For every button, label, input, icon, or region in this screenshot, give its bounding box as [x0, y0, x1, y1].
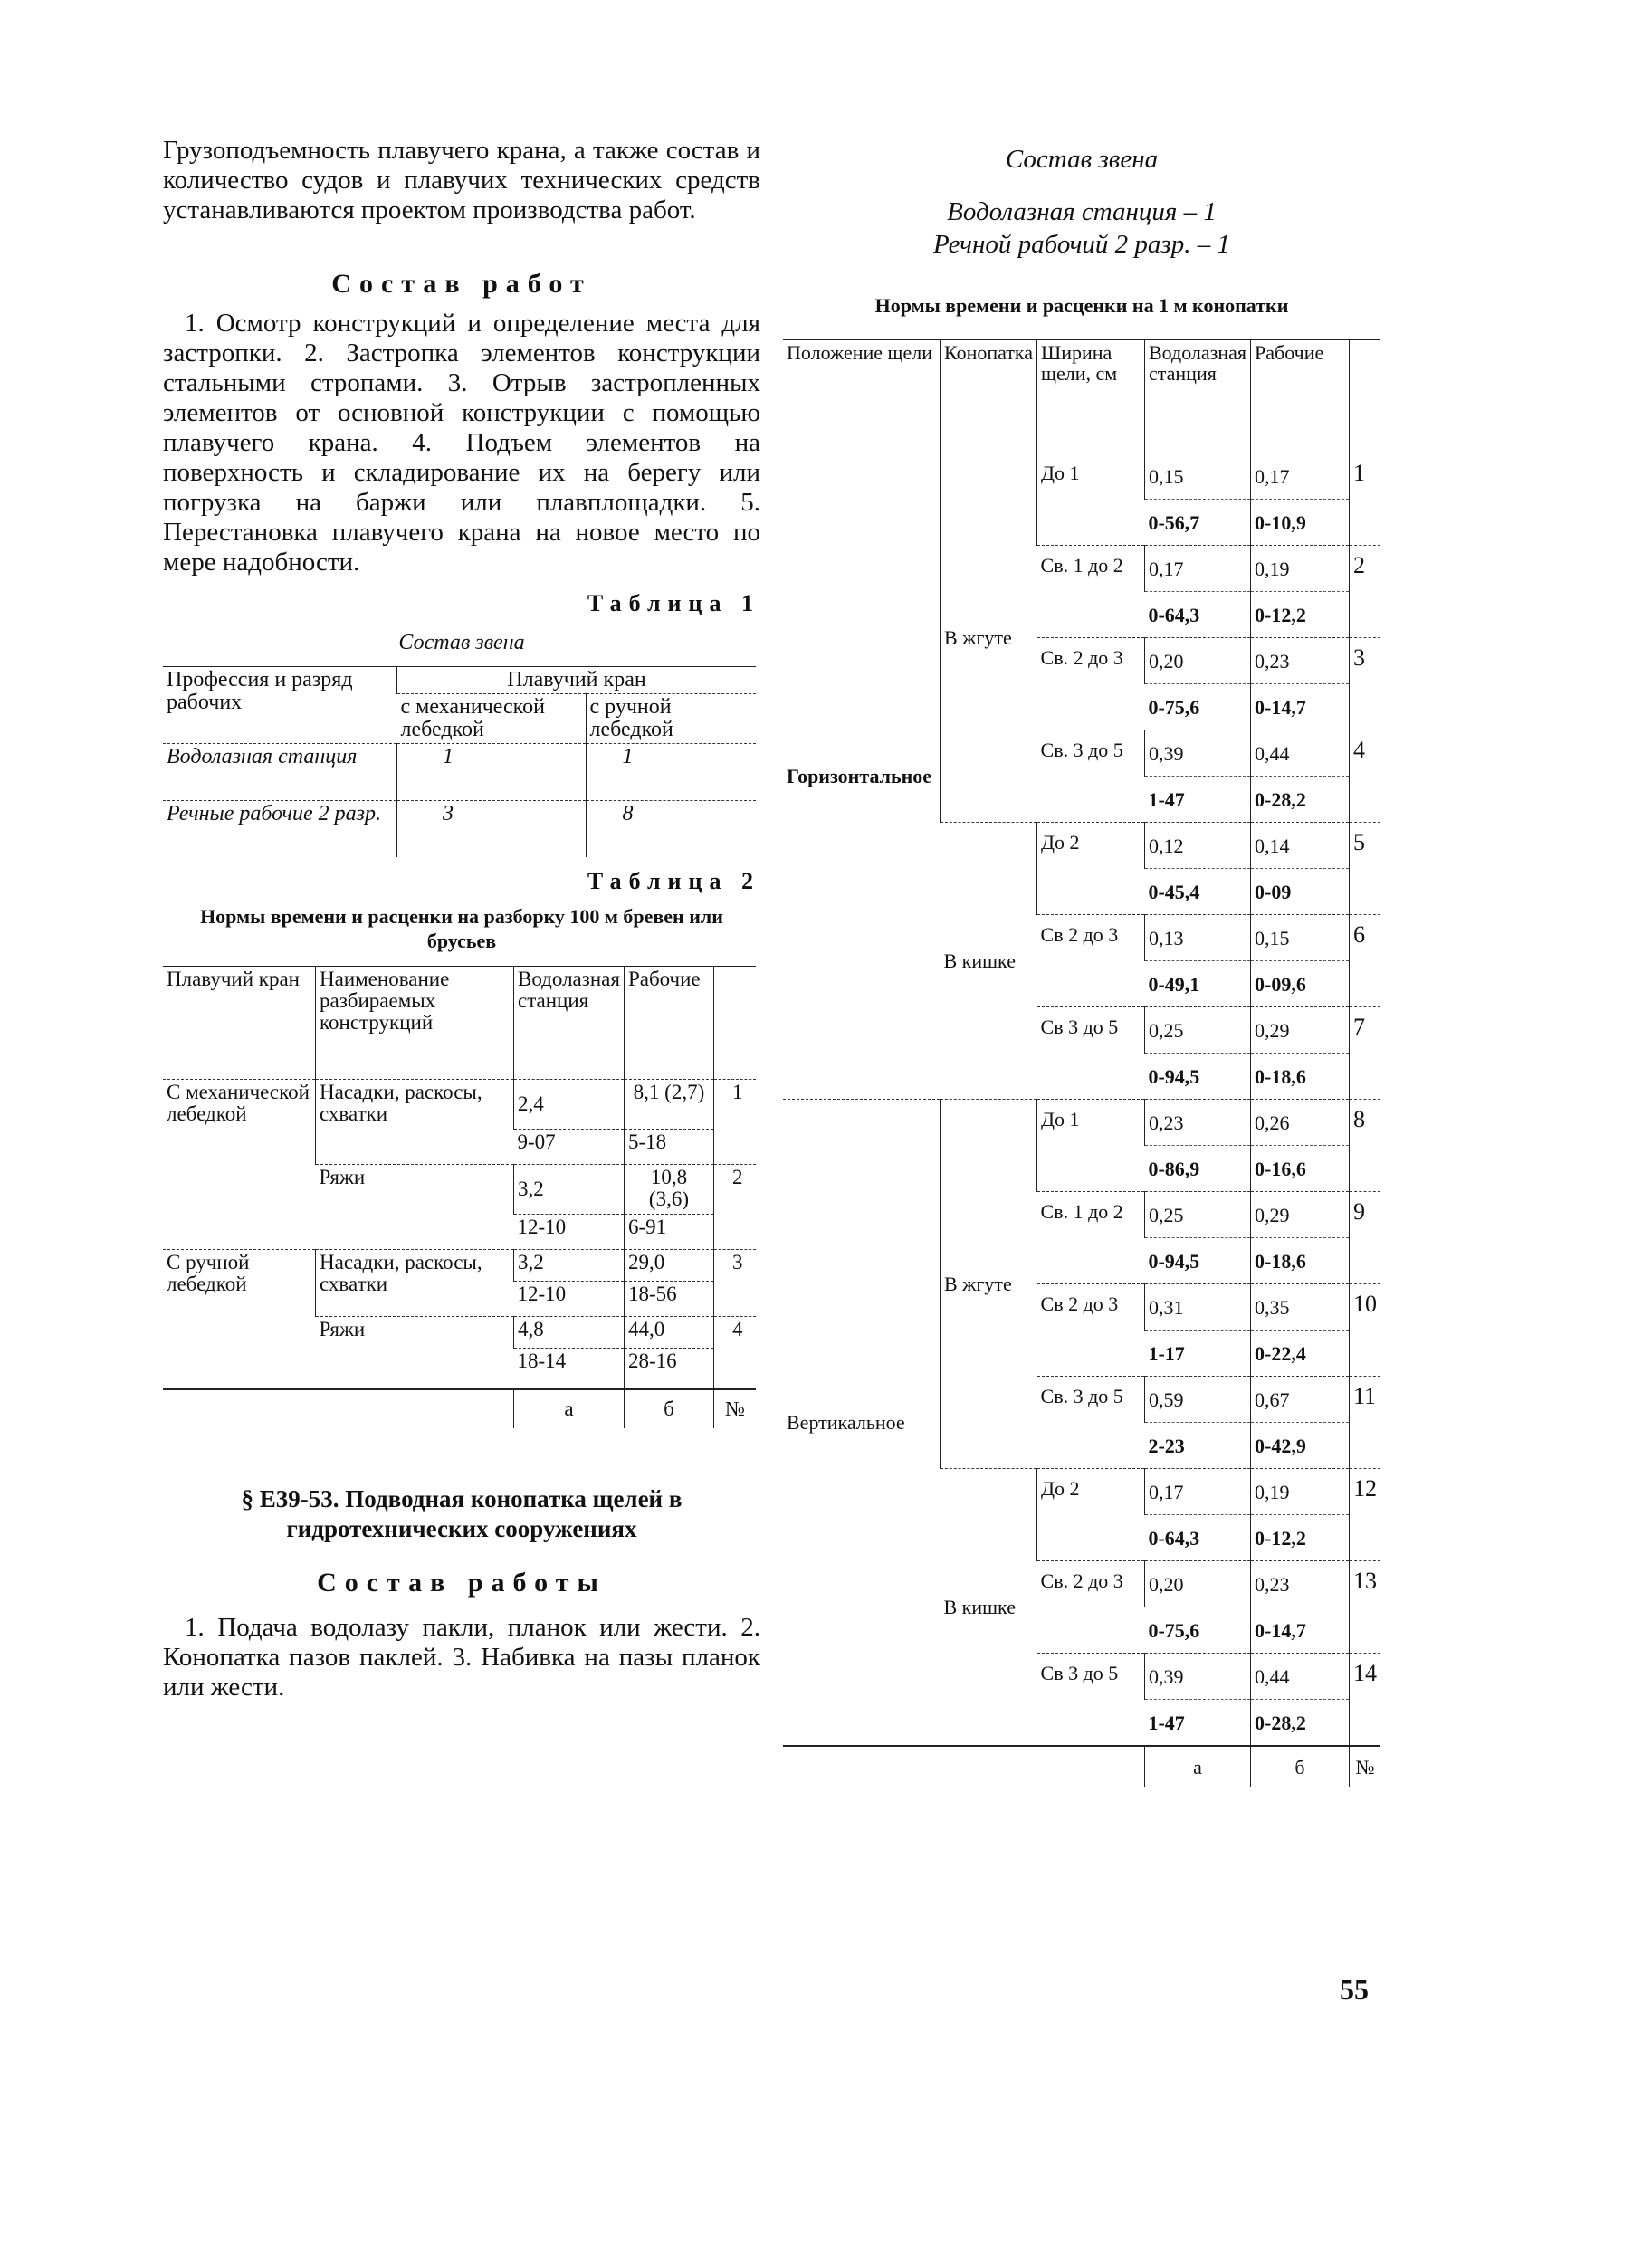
t2-row4-workers-price: 28-16: [624, 1349, 713, 1390]
t3-width: До 1: [1037, 1100, 1145, 1192]
t3-diver-norm: 0,59: [1144, 1377, 1250, 1423]
t3-width: Св. 2 до 3: [1037, 1561, 1145, 1654]
t3-row-num: 11: [1350, 1377, 1381, 1469]
t3-width: Св 3 до 5: [1037, 1654, 1145, 1747]
t3-diver-norm: 0,23: [1144, 1100, 1250, 1146]
t3-workers-price: 0-18,6: [1251, 1054, 1350, 1100]
t3-diver-price: 2-23: [1144, 1423, 1250, 1469]
t2-group-manual: С ручной лебедкой: [163, 1250, 316, 1390]
t2-row2-workers: 10,8 (3,6): [624, 1165, 713, 1215]
t3-caulk-roll: В кишке: [940, 823, 1036, 1100]
t2-row2-num: 2: [713, 1165, 756, 1250]
t3-workers-norm: 0,23: [1251, 638, 1350, 684]
t3-footer-a: а: [1144, 1746, 1250, 1787]
t2-footer-num: №: [713, 1389, 756, 1428]
t3-width: Св. 1 до 2: [1037, 546, 1145, 638]
t3-row-num: 5: [1350, 823, 1381, 915]
t3-workers-norm: 0,17: [1251, 453, 1350, 500]
t3-width: Св. 2 до 3: [1037, 638, 1145, 730]
t3-diver-norm: 0,20: [1144, 1561, 1250, 1607]
t3-diver-price: 0-45,4: [1144, 869, 1250, 915]
t3-workers-price: 0-28,2: [1251, 777, 1350, 823]
t3-diver-price: 1-17: [1144, 1331, 1250, 1377]
t2-header-diver: Водолазная станция: [514, 967, 625, 1080]
t2-row4-diver-price: 18-14: [517, 1350, 567, 1372]
t3-width: Св. 3 до 5: [1037, 730, 1145, 823]
t3-diver-price: 0-86,9: [1144, 1146, 1250, 1192]
t3-row-num: 12: [1350, 1469, 1381, 1561]
t3-workers-price: 0-18,6: [1251, 1238, 1350, 1284]
t2-row3-name: Насадки, раскосы, схватки: [316, 1250, 514, 1317]
t3-row-num: 6: [1350, 915, 1381, 1007]
t3-workers-price: 0-14,7: [1251, 1607, 1350, 1654]
t2-row2-diver: 3,2: [514, 1165, 625, 1215]
left-column: [163, 136, 760, 1703]
row-workers-name: Речные рабочие 2 разр.: [167, 802, 381, 825]
t2-row1-diver: 2,4: [514, 1080, 625, 1130]
t3-width: Св. 1 до 2: [1037, 1192, 1145, 1284]
t3-diver-price: 0-75,6: [1144, 1607, 1250, 1654]
t3-workers-norm: 0,35: [1251, 1284, 1350, 1331]
t3-workers-norm: 0,44: [1251, 730, 1350, 777]
t3-diver-norm: 0,25: [1144, 1007, 1250, 1054]
t3-caulk-flat: В жгуте: [940, 453, 1036, 823]
t2-row1-num: 1: [713, 1080, 756, 1165]
t3-diver-price: 1-47: [1144, 777, 1250, 823]
t3-row-num: 14: [1350, 1654, 1381, 1747]
t2-group-mech: С механической лебедкой: [167, 1081, 310, 1125]
header-profession: Профессия и разряд рабочих: [163, 667, 397, 744]
row-workers-mech: 3: [397, 801, 587, 858]
t3-width: Св 2 до 3: [1037, 1284, 1145, 1377]
t2-footer-a: а: [514, 1389, 625, 1428]
t3-workers-norm: 0,44: [1251, 1654, 1350, 1700]
t3-workers-price: 0-10,9: [1251, 500, 1350, 546]
team-line-2: Речной рабочий 2 разр. – 1: [933, 230, 1230, 259]
t3-caulk-roll: В кишке: [940, 1469, 1036, 1747]
t3-row-num: 9: [1350, 1192, 1381, 1284]
t3-width: До 1: [1037, 453, 1145, 546]
t3-workers-norm: 0,19: [1251, 1469, 1350, 1515]
t2-header-crane: Плавучий кран: [163, 967, 316, 1080]
table1-caption: Состав звена: [398, 631, 525, 654]
t3-header-diver: Водолазная станция: [1144, 340, 1250, 453]
table1-label: Таблица 1: [587, 590, 760, 616]
table2-label: Таблица 2: [587, 868, 760, 894]
works-paragraph: 1. Осмотр конструкций и определение места для застропки. 2. Застропка элементов конструкции стальными стропами. 3. Отрыв застропленных элементов от основной конструкции с помощью плавучего крана. 4. Подъем элементов на поверхность и складирование их на берегу или погрузка на баржи или плавплощадки. 5. Перестановка плавучего крана на новое место по мере надобности.: [163, 309, 760, 577]
caulking-table: [783, 339, 1380, 1787]
t3-workers-price: 0-42,9: [1251, 1423, 1350, 1469]
t3-footer-b: б: [1251, 1746, 1350, 1787]
t3-diver-norm: 0,12: [1144, 823, 1250, 869]
t3-row-num: 2: [1350, 546, 1381, 638]
row-workers-manual: 8: [586, 801, 756, 858]
t2-row4-name: Ряжи: [316, 1317, 514, 1390]
page-number: 55: [1340, 1973, 1369, 2006]
header-manual: с ручной лебедкой: [586, 694, 756, 744]
t2-row2-workers-price: 6-91: [624, 1215, 713, 1250]
t3-caulk-flat: В жгуте: [940, 1100, 1036, 1469]
section-title: § Е39-53. Подводная конопатка щелей в гидротехнических сооружениях: [241, 1485, 683, 1542]
table2-caption: Нормы времени и расценки на разборку 100 м бревен или брусьев: [200, 905, 723, 952]
t3-diver-norm: 0,39: [1144, 730, 1250, 777]
t2-row1-name: Насадки, раскосы, схватки: [316, 1080, 514, 1165]
t3-diver-norm: 0,17: [1144, 546, 1250, 592]
t3-workers-norm: 0,29: [1251, 1007, 1350, 1054]
header-mech: с механической лебедкой: [397, 694, 587, 744]
t3-row-num: 10: [1350, 1284, 1381, 1377]
t3-workers-norm: 0,14: [1251, 823, 1350, 869]
t3-diver-price: 0-64,3: [1144, 1515, 1250, 1561]
t3-header-width: Ширина щели, см: [1037, 340, 1145, 453]
t2-header-num: [713, 967, 756, 1080]
t3-row-num: 1: [1350, 453, 1381, 546]
row-diver-mech: 1: [397, 744, 587, 801]
t3-workers-norm: 0,19: [1251, 546, 1350, 592]
t3-row-num: 8: [1350, 1100, 1381, 1192]
t3-diver-price: 0-49,1: [1144, 961, 1250, 1007]
t3-diver-norm: 0,25: [1144, 1192, 1250, 1238]
t2-row3-workers-price: 18-56: [624, 1282, 713, 1317]
row-diver-name: Водолазная станция: [163, 744, 397, 801]
dismantling-table: [163, 966, 756, 1428]
t3-row-num: 4: [1350, 730, 1381, 823]
t3-workers-price: 0-09,6: [1251, 961, 1350, 1007]
t2-row3-diver: 3,2: [514, 1250, 625, 1282]
right-column: [783, 136, 1380, 1787]
t3-workers-price: 0-22,4: [1251, 1331, 1350, 1377]
t3-diver-price: 0-94,5: [1144, 1238, 1250, 1284]
t2-row2-name: Ряжи: [316, 1165, 514, 1250]
t3-diver-price: 0-56,7: [1144, 500, 1250, 546]
team-line-1: Водолазная станция – 1: [947, 197, 1217, 226]
t3-row-num: 7: [1350, 1007, 1381, 1100]
t3-position-vertical: Вертикальное: [783, 1100, 940, 1747]
t3-diver-norm: 0,39: [1144, 1654, 1250, 1700]
t3-width: До 2: [1037, 823, 1145, 915]
t3-diver-norm: 0,17: [1144, 1469, 1250, 1515]
t3-workers-price: 0-28,2: [1251, 1700, 1350, 1747]
t3-diver-price: 0-94,5: [1144, 1054, 1250, 1100]
t2-footer-b: б: [624, 1389, 713, 1428]
t3-workers-price: 0-14,7: [1251, 684, 1350, 730]
t3-header-position: Положение щели: [783, 340, 940, 453]
t3-workers-norm: 0,26: [1251, 1100, 1350, 1146]
work-paragraph: 1. Подача водолазу пакли, планок или жести. 2. Конопатка пазов паклей. 3. Набивка на пазы планок или жести.: [163, 1613, 760, 1702]
t3-workers-price: 0-12,2: [1251, 1515, 1350, 1561]
t3-width: До 2: [1037, 1469, 1145, 1561]
t2-row1-diver-price: 9-07: [517, 1130, 556, 1153]
t3-width: Св 3 до 5: [1037, 1007, 1145, 1100]
t3-header-caulk: Конопатка: [940, 340, 1036, 453]
t3-workers-price: 0-12,2: [1251, 592, 1350, 638]
t3-workers-norm: 0,15: [1251, 915, 1350, 961]
works-heading: Состав работ: [331, 269, 592, 299]
t3-workers-norm: 0,29: [1251, 1192, 1350, 1238]
t3-row-num: 3: [1350, 638, 1381, 730]
t3-header-num: [1350, 340, 1381, 453]
t3-diver-price: 1-47: [1144, 1700, 1250, 1747]
t3-position-horizontal: Горизонтальное: [787, 765, 932, 787]
t2-row4-diver: 4,8: [514, 1317, 625, 1349]
team-heading: Состав звена: [1005, 145, 1159, 174]
t3-footer-num: №: [1350, 1746, 1381, 1787]
work-heading: Состав работы: [317, 1568, 606, 1598]
row-diver-manual: 1: [586, 744, 756, 801]
t2-header-name: Наименование разбираемых конструкций: [316, 967, 514, 1080]
t3-workers-norm: 0,23: [1251, 1561, 1350, 1607]
t3-workers-price: 0-16,6: [1251, 1146, 1350, 1192]
t2-row4-workers: 44,0: [624, 1317, 713, 1349]
t3-diver-norm: 0,13: [1144, 915, 1250, 961]
t2-row4-num: 4: [713, 1317, 756, 1390]
t2-row1-workers: 8,1 (2,7): [624, 1080, 713, 1130]
t3-width: Св. 3 до 5: [1037, 1377, 1145, 1469]
t3-workers-norm: 0,67: [1251, 1377, 1350, 1423]
t3-diver-price: 0-64,3: [1144, 592, 1250, 638]
intro-paragraph: Грузоподъемность плавучего крана, а также состав и количество судов и плавучих технических средств устанавливаются проектом производства работ.: [163, 136, 760, 224]
header-crane: Плавучий кран: [397, 667, 757, 694]
t3-diver-price: 0-75,6: [1144, 684, 1250, 730]
t2-row3-num: 3: [713, 1250, 756, 1317]
t2-row1-workers-price: 5-18: [624, 1130, 713, 1165]
t3-row-num: 13: [1350, 1561, 1381, 1654]
t3-width: Св 2 до 3: [1037, 915, 1145, 1007]
t2-row3-diver-price: 12-10: [517, 1283, 567, 1305]
t2-row3-workers: 29,0: [624, 1250, 713, 1282]
caulking-table-caption: Нормы времени и расценки на 1 м конопатки: [874, 294, 1289, 317]
t3-diver-norm: 0,15: [1144, 453, 1250, 500]
crew-table: [163, 666, 756, 857]
t2-header-workers: Рабочие: [624, 967, 713, 1080]
t3-header-workers: Рабочие: [1251, 340, 1350, 453]
t2-row2-diver-price: 12-10: [517, 1216, 567, 1238]
t3-workers-price: 0-09: [1251, 869, 1350, 915]
t3-diver-norm: 0,20: [1144, 638, 1250, 684]
t3-diver-norm: 0,31: [1144, 1284, 1250, 1331]
